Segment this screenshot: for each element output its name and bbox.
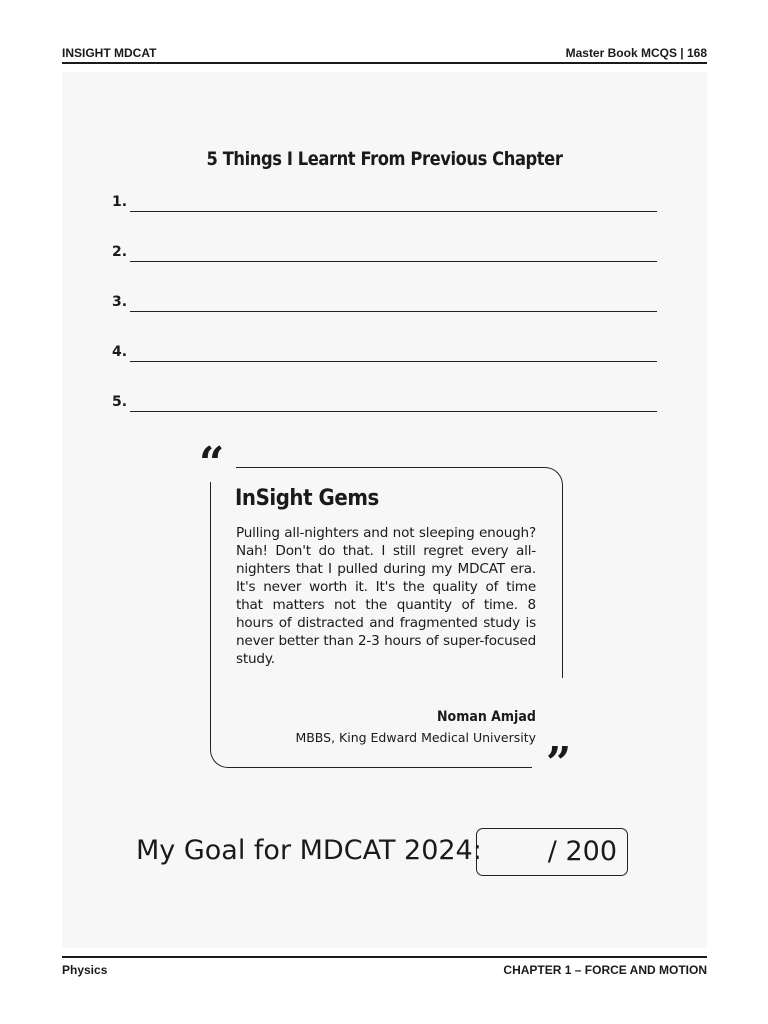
- footer-subject: Physics: [62, 963, 108, 977]
- header-page-info: Master Book MCQS | 168: [565, 46, 707, 60]
- close-quote-icon: ”: [546, 738, 572, 789]
- footer-chapter: CHAPTER 1 – FORCE AND MOTION: [503, 963, 707, 977]
- learning-line-4[interactable]: [112, 342, 657, 364]
- section-title: 5 Things I Learnt From Previous Chapter: [206, 148, 563, 170]
- learning-line-2[interactable]: [112, 242, 657, 264]
- page-footer: [62, 956, 707, 982]
- write-line: [130, 361, 657, 362]
- quote-title: InSight Gems: [235, 486, 379, 511]
- open-quote-icon: “: [199, 438, 225, 489]
- header-brand: INSIGHT MDCAT: [62, 46, 157, 60]
- quote-author: Noman Amjad: [437, 709, 536, 725]
- write-line: [130, 411, 657, 412]
- line-number: 5.: [112, 394, 128, 410]
- line-number: 1.: [112, 194, 128, 210]
- quote-text: Pulling all-nighters and not sleeping enough? Nah! Don't do that. I still regret every all-nighters that I pulled during my MDCAT era. It's never worth it. It's the quality of time that matters not the quantity of time. 8 hours of distracted and fragmented study is never better than 2-3 hours of super-focused study.: [236, 525, 536, 667]
- write-line: [130, 261, 657, 262]
- goal-score-box[interactable]: [476, 828, 628, 876]
- goal-label: My Goal for MDCAT 2024:: [136, 835, 482, 866]
- learning-line-5[interactable]: [112, 392, 657, 414]
- line-number: 2.: [112, 244, 128, 260]
- line-number: 4.: [112, 344, 128, 360]
- write-line: [130, 311, 657, 312]
- line-number: 3.: [112, 294, 128, 310]
- learning-line-1[interactable]: [112, 192, 657, 214]
- content-panel: [62, 72, 707, 948]
- learning-line-3[interactable]: [112, 292, 657, 314]
- write-line: [130, 211, 657, 212]
- quote-author-detail: MBBS, King Edward Medical University: [295, 730, 536, 745]
- page-header: [62, 44, 707, 64]
- goal-score-suffix: / 200: [547, 836, 617, 867]
